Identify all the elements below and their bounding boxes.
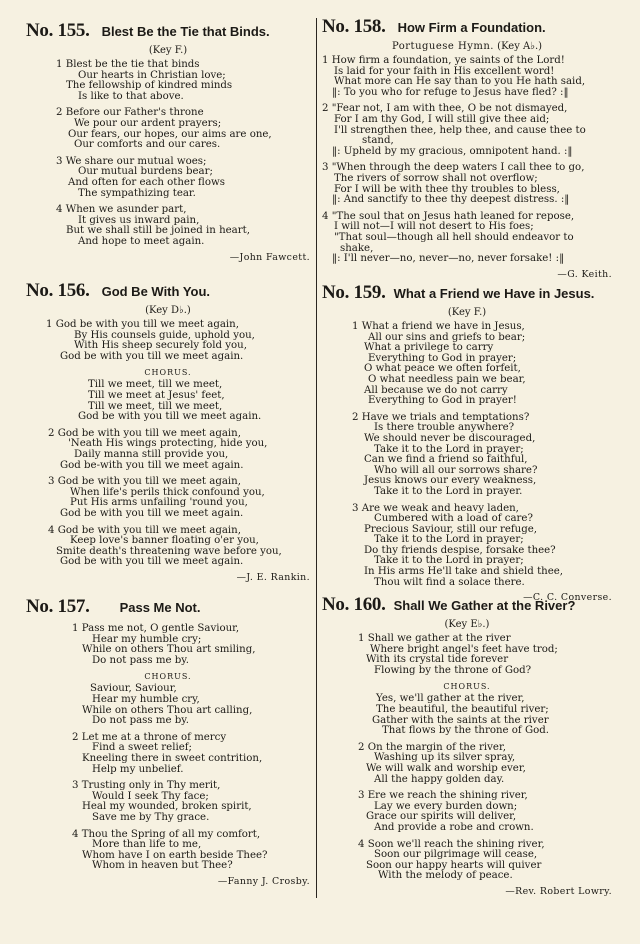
hymn-number: No. 160. xyxy=(322,594,386,615)
hymn-number: No. 155. xyxy=(26,20,90,41)
verse-line: "That soul—though all hell should endeavor to xyxy=(334,231,574,243)
hymn-heading xyxy=(322,282,612,304)
verse-line: Heal my wounded, broken spirit, xyxy=(82,801,252,813)
stanza xyxy=(26,320,310,362)
hymn-author: —G. Keith. xyxy=(557,268,612,280)
hymn-author: —Fanny J. Crosby. xyxy=(217,875,310,887)
verse-line: The sympathizing tear. xyxy=(78,187,196,199)
hymn-157 xyxy=(26,596,310,887)
stanza xyxy=(26,429,310,471)
hymn-subtitle xyxy=(322,40,612,53)
hymn-title: Shall We Gather at the River? xyxy=(393,598,576,613)
hymn-title: Blest Be the Tie that Binds. xyxy=(101,24,270,39)
verse-line: Take it to the Lord in prayer. xyxy=(374,485,523,497)
verse-line: Daily manna still provide you, xyxy=(74,448,229,460)
verse-line: It gives us inward pain, xyxy=(78,214,200,226)
verse-line: Take it to the Lord in prayer; xyxy=(374,555,524,567)
hymn-author: —John Fawcett. xyxy=(229,251,310,263)
stanza xyxy=(322,212,612,265)
verse-line: Whom in heaven but Thee? xyxy=(92,860,233,872)
verse-line: What a privilege to carry xyxy=(364,342,494,354)
verse-line: stand, xyxy=(362,135,394,147)
stanza xyxy=(322,634,612,676)
verse-line: Do thy friends despise, forsake thee? xyxy=(364,544,556,556)
verse-line: Our hearts in Christian love; xyxy=(78,69,226,81)
hymn-158 xyxy=(322,16,612,280)
hymn-author: —Rev. Robert Lowry. xyxy=(505,885,612,897)
verse-line: By His counsels guide, uphold you, xyxy=(74,329,255,341)
verse-line: 2 God be with you till we meet again, xyxy=(48,427,241,439)
chorus xyxy=(322,694,612,736)
verse-line: With the melody of peace. xyxy=(378,870,513,882)
verse-line: 3 God be with you till we meet again, xyxy=(48,476,241,488)
verse-line: Whom have I on earth beside Thee? xyxy=(82,849,268,861)
verse-line: When life's perils thick confound you, xyxy=(70,486,265,498)
verse-line: 4 "The soul that on Jesus hath leaned for repose, xyxy=(322,210,575,222)
hymn-title: How Firm a Foundation. xyxy=(397,20,546,35)
chorus xyxy=(26,380,310,422)
hymn-heading xyxy=(322,594,612,616)
verse-line: Put His arms unfailing 'round you, xyxy=(70,497,248,509)
chorus-line: Hear my humble cry, xyxy=(92,693,200,705)
chorus-line: Till we meet, till we meet, xyxy=(88,400,223,412)
stanza xyxy=(26,781,310,823)
verse-line: O what needless pain we bear, xyxy=(368,373,526,385)
verse-line: Lay we every burden down; xyxy=(374,800,518,812)
verse-line: God be-with you till we meet again. xyxy=(60,459,244,471)
verse-line: Find a sweet relief; xyxy=(92,742,192,754)
verse-line: Is like to that above. xyxy=(78,90,184,102)
verse-line: All because we do not carry xyxy=(364,384,508,396)
stanza xyxy=(322,56,612,98)
hymn-key: (Key F.) xyxy=(447,307,487,318)
hymn-number: No. 158. xyxy=(322,16,386,37)
verse-line: God be with you till we meet again. xyxy=(60,556,244,568)
verse-line: 1 Shall we gather at the river xyxy=(358,633,511,644)
verse-line: Can we find a friend so faithful, xyxy=(364,454,528,466)
verse-line: God be with you till we meet again. xyxy=(60,507,244,519)
verse-line: Save me by Thy grace. xyxy=(92,811,210,823)
verse-line: Grace our spirits will deliver, xyxy=(366,811,517,823)
stanza xyxy=(322,104,612,157)
verse-line: Do not pass me by. xyxy=(92,654,189,666)
stanza xyxy=(26,526,310,568)
verse-line: O what peace we often forfeit, xyxy=(364,363,521,375)
hymn-number: No. 156. xyxy=(26,280,90,301)
verse-line: Jesus knows our every weakness, xyxy=(364,475,537,487)
hymn-key: (Key D♭.) xyxy=(145,305,191,316)
verse-line: God be with you till we meet again. xyxy=(60,350,244,362)
hymn-key: (Key E♭.) xyxy=(444,619,490,630)
hymn-key: (Key A♭.) xyxy=(497,41,543,52)
verse-line: 1 What a friend we have in Jesus, xyxy=(352,321,525,332)
hymn-title: Pass Me Not. xyxy=(119,600,201,615)
hymn-heading xyxy=(26,280,310,302)
hymn-author: —C. C. Converse. xyxy=(523,592,612,604)
verse-line: 2 On the margin of the river, xyxy=(358,741,506,753)
verse-line: For I will be with thee thy troubles to bless, xyxy=(334,183,560,195)
verse-line: Take it to the Lord in prayer; xyxy=(374,443,524,455)
stanza xyxy=(322,791,612,833)
verse-line: More than life to me, xyxy=(92,839,202,851)
verse-line: Take it to the Lord in prayer; xyxy=(374,534,524,546)
hymn-heading xyxy=(26,20,310,42)
tune-name: Portuguese Hymn. xyxy=(391,41,494,52)
verse-line: And provide a robe and crown. xyxy=(374,821,534,833)
verse-line: What more can He say than to you He hath said, xyxy=(334,76,586,88)
chorus-line: While on others Thou art calling, xyxy=(82,704,253,716)
verse-line: Would I seek Thy face; xyxy=(92,790,209,802)
verse-line: Keep love's banner floating o'er you, xyxy=(70,535,259,547)
chorus-line: Gather with the saints at the river xyxy=(372,714,549,726)
chorus-line: God be with you till we meet again. xyxy=(78,411,262,423)
verse-line: Cumbered with a load of care? xyxy=(374,513,533,525)
verse-line: Smite death's threatening wave before you, xyxy=(56,545,282,557)
chorus-label: CHORUS. xyxy=(144,672,192,682)
verse-line: Is laid for your faith in His excellent word! xyxy=(334,65,555,77)
verse-line: Kneeling there in sweet contrition, xyxy=(82,752,263,764)
verse-line: I will not—I will not desert to His foes; xyxy=(334,221,534,233)
stanza xyxy=(26,205,310,247)
hymn-159 xyxy=(322,282,612,603)
stanza xyxy=(26,477,310,519)
stanza xyxy=(322,322,612,407)
verse-line: Our mutual burdens bear; xyxy=(78,166,213,178)
chorus-label: CHORUS. xyxy=(144,368,192,378)
stanza xyxy=(26,830,310,872)
verse-line: Soon our happy hearts will quiver xyxy=(366,859,542,871)
stanza xyxy=(322,743,612,785)
column-divider xyxy=(316,18,317,898)
verse-line: Everything to God in prayer; xyxy=(368,352,517,364)
verse-line: Hear my humble cry; xyxy=(92,633,202,645)
verse-line: 1 How firm a foundation, ye saints of the Lord! xyxy=(322,55,565,66)
verse-line: All the happy golden day. xyxy=(374,773,505,785)
verse-line: 2 Let me at a throne of mercy xyxy=(72,731,227,743)
chorus-label: CHORUS. xyxy=(443,682,491,692)
hymn-key: (Key F.) xyxy=(148,45,188,56)
chorus-line: Till we meet at Jesus' feet, xyxy=(88,389,225,401)
verse-line: Thou wilt find a solace there. xyxy=(374,576,525,588)
stanza xyxy=(322,413,612,498)
verse-line: All our sins and griefs to bear; xyxy=(368,331,526,343)
verse-line: Precious Saviour, still our refuge, xyxy=(364,523,538,535)
chorus-line: Saviour, Saviour, xyxy=(90,683,177,695)
verse-line: With His sheep securely fold you, xyxy=(74,340,247,352)
verse-line: Our fears, our hopes, our aims are one, xyxy=(68,128,272,140)
verse-line: We pour our ardent prayers; xyxy=(74,117,222,129)
verse-line: ‖: I'll never—no, never—no, never forsake! :‖ xyxy=(332,253,565,265)
chorus-line: Till we meet, till we meet, xyxy=(88,379,223,391)
verse-line: While on others Thou art smiling, xyxy=(82,644,256,656)
verse-line: 3 Are we weak and heavy laden, xyxy=(352,502,519,514)
hymn-160 xyxy=(322,594,612,897)
verse-line: For I am thy God, I will still give thee aid; xyxy=(334,113,550,125)
verse-line: 2 "Fear not, I am with thee, O be not dismayed, xyxy=(322,103,568,115)
verse-line: 4 God be with you till we meet again, xyxy=(48,524,241,536)
verse-line: 1 Blest be the tie that binds xyxy=(56,59,200,70)
verse-line: 'Neath His wings protecting, hide you, xyxy=(68,438,268,450)
stanza xyxy=(322,163,612,205)
verse-line: ‖: To you who for refuge to Jesus have fled? :‖ xyxy=(332,86,569,98)
verse-line: 1 God be with you till we meet again, xyxy=(46,319,239,330)
stanza xyxy=(26,157,310,199)
verse-line: I'll strengthen thee, help thee, and cause thee to xyxy=(334,124,586,136)
verse-line: And hope to meet again. xyxy=(78,235,205,247)
hymn-number: No. 159. xyxy=(322,282,386,303)
verse-line: 3 Ere we reach the shining river, xyxy=(358,790,528,802)
verse-line: 2 Have we trials and temptations? xyxy=(352,411,530,423)
verse-line: But we shall still be joined in heart, xyxy=(66,225,250,237)
chorus-line: Do not pass me by. xyxy=(92,715,189,727)
verse-line: The rivers of sorrow shall not overflow; xyxy=(334,172,538,184)
verse-line: Help my unbelief. xyxy=(92,763,184,775)
verse-line: 4 Soon we'll reach the shining river, xyxy=(358,838,545,850)
stanza xyxy=(322,504,612,589)
hymn-155 xyxy=(26,20,310,263)
verse-line: 3 "When through the deep waters I call thee to go, xyxy=(322,162,585,174)
hymn-number: No. 157. xyxy=(26,596,90,617)
verse-line: We will walk and worship ever, xyxy=(366,762,526,774)
chorus-line: Yes, we'll gather at the river, xyxy=(376,693,525,705)
hymn-156 xyxy=(26,280,310,583)
verse-line: shake, xyxy=(340,242,374,254)
hymn-heading xyxy=(26,596,310,618)
chorus xyxy=(26,684,310,726)
hymn-author: —J. E. Rankin. xyxy=(236,571,310,583)
verse-line: 1 Pass me not, O gentle Saviour, xyxy=(72,623,240,634)
chorus-line: The beautiful, the beautiful river; xyxy=(376,703,549,715)
verse-line: Who will all our sorrows share? xyxy=(374,464,538,476)
verse-line: Where bright angel's feet have trod; xyxy=(370,643,558,655)
hymn-heading xyxy=(322,16,612,38)
verse-line: In His arms He'll take and shield thee, xyxy=(364,566,564,578)
stanza xyxy=(322,840,612,882)
stanza xyxy=(26,108,310,150)
verse-line: 4 When we asunder part, xyxy=(56,204,187,216)
verse-line: And often for each other flows xyxy=(68,176,225,188)
verse-line: With its crystal tide forever xyxy=(366,654,509,666)
verse-line: Washing up its silver spray, xyxy=(374,752,516,764)
stanza xyxy=(26,624,310,666)
hymn-title: God Be With You. xyxy=(101,284,211,299)
stanza xyxy=(26,733,310,775)
verse-line: 2 Before our Father's throne xyxy=(56,107,204,119)
verse-line: 3 Trusting only in Thy merit, xyxy=(72,780,221,792)
verse-line: Our comforts and our cares. xyxy=(74,139,221,151)
verse-line: Everything to God in prayer! xyxy=(368,395,517,407)
chorus-line: That flows by the throne of God. xyxy=(382,725,549,737)
verse-line: 4 Thou the Spring of all my comfort, xyxy=(72,828,261,840)
verse-line: ‖: And sanctify to thee thy deepest distress. :‖ xyxy=(332,194,570,206)
verse-line: Soon our pilgrimage will cease, xyxy=(374,849,538,861)
verse-line: Is there trouble anywhere? xyxy=(374,422,515,434)
verse-line: Flowing by the throne of God? xyxy=(374,664,532,676)
verse-line: ‖: Upheld by my gracious, omnipotent hand. :‖ xyxy=(332,145,573,157)
hymn-title: What a Friend we Have in Jesus. xyxy=(393,286,595,301)
verse-line: 3 We share our mutual woes; xyxy=(56,155,207,167)
verse-line: We should never be discouraged, xyxy=(364,432,536,444)
verse-line: The fellowship of kindred minds xyxy=(66,80,233,92)
stanza xyxy=(26,60,310,102)
